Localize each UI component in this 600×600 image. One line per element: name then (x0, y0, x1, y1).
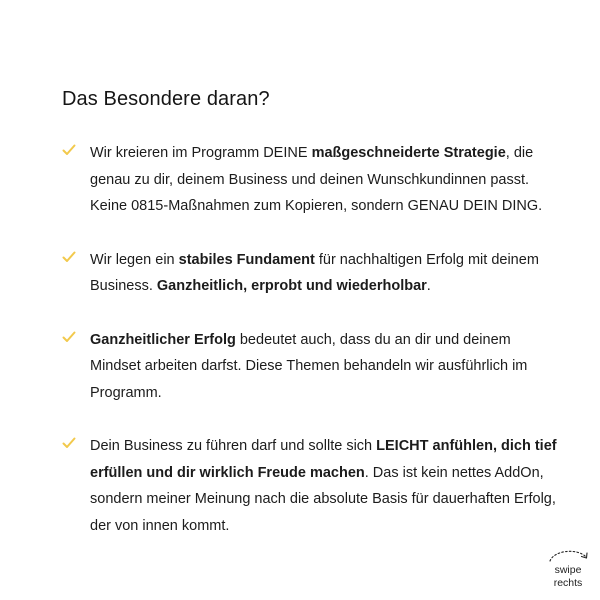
feature-list (62, 140, 562, 539)
item-text (90, 332, 527, 401)
page-title: Das Besondere daran? (62, 88, 270, 110)
swipe-hint[interactable] (544, 547, 592, 593)
item-text-segment: bedeutet auch, dass du an dir und deinem Mindset arbeiten darfst. Diese Themen behandeln wir ausführlich im Programm. (90, 331, 528, 401)
list-item (62, 140, 562, 220)
item-text-bold: maßgeschneiderte Strategie (311, 145, 506, 161)
item-text-bold: stabiles Fundament (178, 251, 315, 268)
swipe-label-line1: swipe (554, 564, 582, 576)
item-text (90, 252, 539, 295)
swipe-label-line2: rechts (553, 577, 583, 589)
item-text-segment: Wir kreieren im Programm DEINE (90, 145, 312, 161)
check-icon (62, 251, 76, 263)
swipe-arrow-icon (546, 547, 590, 563)
list-item (62, 433, 562, 539)
item-text (90, 145, 542, 214)
item-text-segment: Wir legen ein (90, 251, 179, 268)
check-icon (62, 437, 76, 449)
list-item (62, 247, 562, 300)
item-text (90, 438, 557, 534)
item-text-bold: Ganzheitlicher Erfolg (90, 331, 236, 348)
item-text-segment: , die genau zu dir, deinem Business und deinen Wunschkundinnen passt. Keine 0815-Maßnahmen zum Kopieren, sondern GENAU DEIN DING. (90, 145, 543, 214)
list-item (62, 327, 562, 407)
check-icon (62, 331, 76, 343)
item-text-segment: Dein Business zu führen darf und sollte sich (90, 438, 377, 454)
item-text-segment: für nachhaltigen Erfolg mit deinem Business. (90, 251, 539, 294)
item-text-segment: . Das ist kein nettes AddOn, sondern meiner Meinung nach die absolute Basis für dauerhaften Erfolg, der von innen kommt. (90, 464, 556, 534)
check-icon (62, 144, 76, 156)
item-text-bold: Ganzheitlich, erprobt und wiederholbar (156, 278, 427, 294)
item-text-segment: . (426, 278, 431, 294)
swipe-label (544, 564, 592, 590)
item-text-bold: LEICHT anfühlen, dich tief erfüllen und dir wirklich Freude machen (90, 438, 557, 481)
